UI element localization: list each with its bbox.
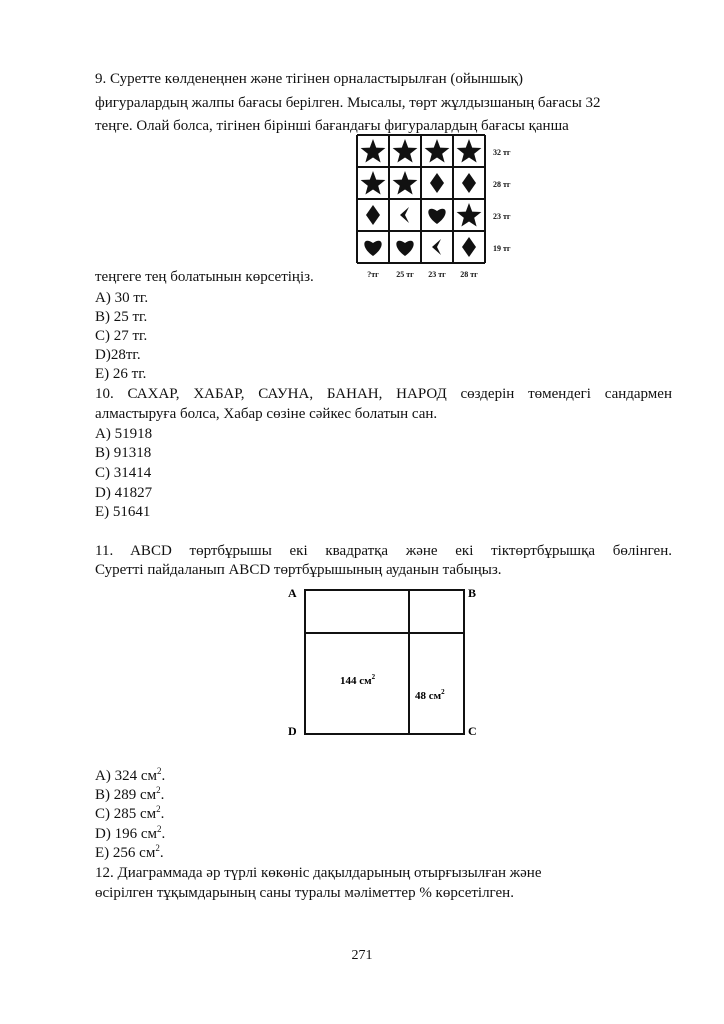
corner-b-label: B bbox=[468, 586, 477, 600]
q12-text-line-1: 12. Диаграммада әр түрлі көкөніс дақылдарының отырғызылған және bbox=[95, 865, 542, 881]
star-icon bbox=[393, 139, 418, 163]
column-total-label: 25 тг bbox=[396, 270, 414, 279]
q10-option-b: В) 91318 bbox=[95, 445, 152, 461]
corner-d-label: D bbox=[288, 724, 297, 738]
q10-text-line-1: 10. САХАР, ХАБАР, САУНА, БАНАН, НАРОД сөздерін төмендегі сандармен bbox=[95, 386, 672, 402]
q11-option-d-dot: . bbox=[161, 826, 166, 842]
q11-option-b-exp: 2 bbox=[156, 785, 161, 795]
q9-text-line-2: фигуралардың жалпы бағасы берілген. Мысалы, төрт жұлдызшаның бағасы 32 bbox=[95, 95, 601, 111]
big-area-value: 144 см bbox=[340, 675, 372, 687]
small-rect-area-label bbox=[415, 688, 445, 702]
corner-a-label: A bbox=[288, 586, 297, 600]
q9-option-e: Е) 26 тг. bbox=[95, 366, 147, 382]
q11-option-d bbox=[95, 825, 165, 844]
moon-icon bbox=[432, 239, 441, 255]
star-icon bbox=[425, 139, 450, 163]
column-total-label: 23 тг bbox=[428, 270, 446, 279]
diamond-icon bbox=[462, 237, 476, 257]
row-total-label: 28 тг bbox=[493, 180, 511, 189]
q9-text-line-1: 9. Суретте көлденеңнен және тігінен орналастырылған (ойыншық) bbox=[95, 71, 523, 87]
q9-option-a: А) 30 тг. bbox=[95, 290, 149, 306]
star-icon bbox=[361, 171, 386, 195]
column-total-label: 28 тг bbox=[460, 270, 478, 279]
star-icon bbox=[393, 171, 418, 195]
page-number: 271 bbox=[351, 948, 373, 963]
q9-grid-svg bbox=[355, 133, 555, 281]
q11-option-d-text: D) 196 см bbox=[95, 826, 157, 842]
q9-option-d: D)28тг. bbox=[95, 347, 141, 363]
q12-text-line-2: өсірілген тұқымдарының саны туралы мәліметтер % көрсетілген. bbox=[95, 885, 514, 901]
small-area-value: 48 см bbox=[415, 690, 442, 702]
q11-option-e-text: Е) 256 см bbox=[95, 845, 156, 861]
q10-text-line-2: алмастыруға болса, Хабар сөзіне сәйкес болатын сан. bbox=[95, 406, 438, 422]
big-area-exponent: 2 bbox=[371, 673, 376, 681]
star-icon bbox=[457, 203, 482, 227]
q11-option-e-exp: 2 bbox=[155, 843, 160, 853]
q9-option-c: С) 27 тг. bbox=[95, 328, 148, 344]
q11-option-a bbox=[95, 767, 165, 786]
abcd-outline bbox=[305, 590, 464, 734]
q11-option-b-dot: . bbox=[160, 787, 165, 803]
q11-option-a-text: А) 324 см bbox=[95, 768, 157, 784]
q11-abcd-rectangle-figure bbox=[284, 582, 494, 747]
q11-text-line-1: 11. ABCD төртбұрышы екі квадратқа және екі тіктөртбұрышқа бөлінген. bbox=[95, 543, 672, 559]
diamond-icon bbox=[430, 173, 444, 193]
q11-option-e bbox=[95, 844, 164, 863]
q11-option-a-dot: . bbox=[161, 768, 166, 784]
q9-text-line-3: теңге. Олай болса, тігінен бірінші бағандағы фигуралардың бағасы қанша bbox=[95, 118, 569, 134]
q11-option-a-exp: 2 bbox=[156, 766, 162, 776]
row-total-label: 23 тг bbox=[493, 212, 511, 221]
small-area-exponent: 2 bbox=[441, 688, 445, 696]
q11-figure-svg bbox=[284, 582, 494, 742]
q9-option-b: В) 25 тг. bbox=[95, 309, 148, 325]
q11-option-c-dot: . bbox=[160, 806, 165, 822]
star-icon bbox=[361, 139, 386, 163]
heart-icon bbox=[396, 241, 413, 256]
row-total-label: 32 тг bbox=[493, 148, 511, 157]
q10-option-d: D) 41827 bbox=[95, 485, 153, 501]
q10-option-c: С) 31414 bbox=[95, 465, 152, 481]
q11-option-d-exp: 2 bbox=[156, 824, 162, 834]
q11-option-b bbox=[95, 786, 164, 805]
column-total-label: ?тг bbox=[367, 270, 379, 279]
diamond-icon bbox=[462, 173, 476, 193]
q11-option-c-exp: 2 bbox=[156, 804, 161, 814]
heart-icon bbox=[428, 209, 445, 224]
q9-shapes-grid-figure bbox=[355, 133, 555, 286]
corner-c-label: C bbox=[468, 724, 477, 738]
q11-option-c bbox=[95, 805, 164, 824]
q11-text-line-2: Суретті пайдаланып ABCD төртбұрышының ауданын табыңыз. bbox=[95, 562, 502, 578]
q11-option-c-text: С) 285 см bbox=[95, 806, 157, 822]
heart-icon bbox=[364, 241, 381, 256]
q10-option-e: Е) 51641 bbox=[95, 504, 151, 520]
diamond-icon bbox=[366, 205, 380, 225]
q11-option-b-text: В) 289 см bbox=[95, 787, 157, 803]
star-icon bbox=[457, 139, 482, 163]
q11-option-e-dot: . bbox=[159, 845, 164, 861]
q10-option-a: А) 51918 bbox=[95, 426, 153, 442]
q9-text-line-4: теңгеге тең болатынын көрсетіңіз. bbox=[95, 269, 314, 285]
row-total-label: 19 тг bbox=[493, 244, 511, 253]
big-square-area-label bbox=[340, 673, 376, 687]
moon-icon bbox=[400, 207, 409, 223]
